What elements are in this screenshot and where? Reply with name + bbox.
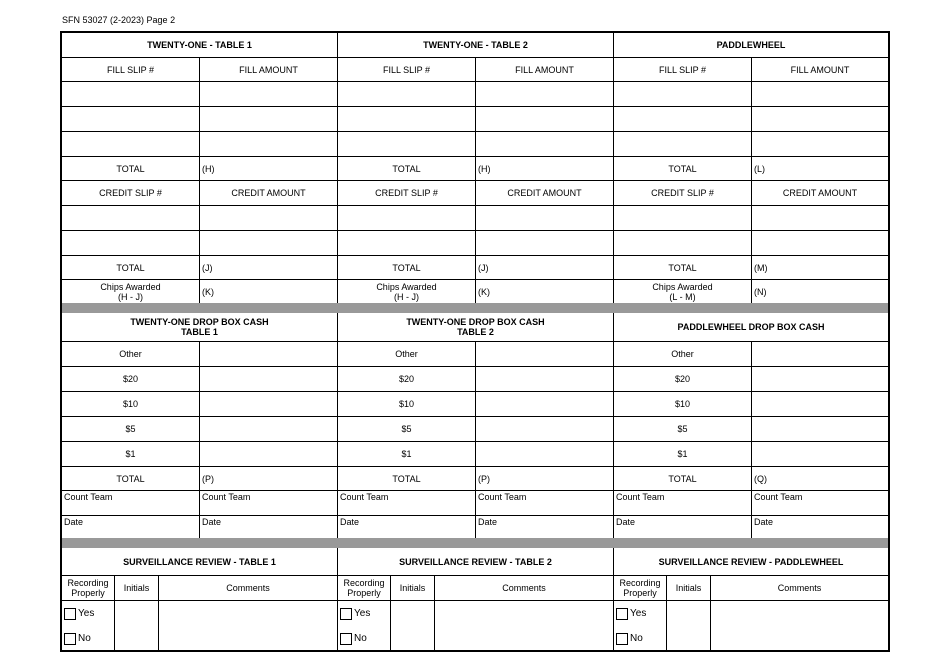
count-team-field[interactable]: Count Team [338,491,476,515]
date-field[interactable]: Date [202,517,222,527]
initials-input[interactable] [667,601,711,652]
count-team-field[interactable]: Count Team [478,492,527,502]
chips-awarded-row [338,280,613,304]
fill-slip-input[interactable] [62,107,200,131]
denomination-input[interactable] [752,442,888,466]
fill-column [338,33,614,303]
yes-option[interactable] [338,601,390,626]
form-frame [60,31,890,652]
count-team-row [614,491,888,516]
recording-properly-header [338,576,391,600]
chips-awarded-row [62,280,337,304]
comments-input[interactable] [159,601,337,652]
drop-title-row [338,313,613,342]
credit-amount-input[interactable] [752,231,888,255]
fill-column [62,33,338,303]
comments-header: Comments [777,583,822,593]
credit-total-row [614,256,888,280]
fill-slip-input[interactable] [614,82,752,106]
fill-entry-row [338,132,613,157]
count-team-row [62,491,337,516]
count-team-field[interactable]: Count Team [202,492,251,502]
column-title: PADDLEWHEEL [716,40,786,50]
no-label: No [630,632,643,644]
total-label: TOTAL [338,256,476,279]
denomination-row [614,342,888,367]
chips-code[interactable]: (N) [754,287,767,297]
comments-header: Comments [226,583,270,593]
comments-header: Comments [502,583,546,593]
drop-title [62,313,337,341]
denomination-row [614,442,888,467]
recording-checkboxes [614,601,667,652]
denomination-row [62,417,337,442]
surveillance-column [338,548,614,652]
total-label: TOTAL [62,256,200,279]
fill-entry-row [62,107,337,132]
credit-entry-row [338,206,613,231]
column-title-row [614,33,888,58]
credit-slip-header: CREDIT SLIP # [62,181,200,205]
credit-total-code[interactable]: (J) [478,262,489,273]
drop-box-section [62,313,888,538]
credit-entry-row [614,206,888,231]
drop-total-row [62,467,337,491]
denomination-input[interactable] [752,342,888,366]
credit-header-row [614,181,888,206]
surveillance-title-row [338,548,613,576]
fill-amount-input[interactable] [752,132,888,156]
denomination-input[interactable] [752,367,888,391]
surveillance-entry-row [614,601,888,652]
drop-title-row [62,313,337,342]
denomination-input[interactable] [200,392,337,416]
column-title: TWENTY-ONE - TABLE 2 [423,40,528,50]
credit-amount-input[interactable] [476,231,613,255]
credit-amount-header: CREDIT AMOUNT [782,188,858,198]
fill-slip-input[interactable] [614,107,752,131]
credit-total-row [338,256,613,280]
no-checkbox[interactable] [340,633,352,645]
surveillance-section [62,548,888,652]
surveillance-column [614,548,888,652]
credit-entry-row [62,206,337,231]
credit-amount-input[interactable] [476,206,613,230]
yes-label: Yes [78,607,95,619]
no-label: No [78,632,91,644]
drop-column [338,313,614,538]
date-row [338,516,613,538]
fill-entry-row [62,82,337,107]
date-field[interactable]: Date [62,516,200,538]
total-label: TOTAL [614,256,752,279]
credit-entry-row [62,231,337,256]
fill-total-code[interactable]: (H) [478,163,491,174]
surveillance-title-row [614,548,888,576]
fill-total-code[interactable]: (H) [202,163,215,174]
drop-total-code[interactable]: (P) [478,473,490,484]
drop-title-line1: TWENTY-ONE DROP BOX CASH [130,317,269,327]
credit-slip-input[interactable] [338,231,476,255]
fill-slip-input[interactable] [338,107,476,131]
fill-slip-input[interactable] [62,82,200,106]
fill-amount-input[interactable] [752,107,888,131]
denomination-row [338,442,613,467]
chips-awarded-label [614,280,752,304]
surveillance-title: SURVEILLANCE REVIEW - TABLE 1 [123,556,276,567]
drop-title-row [614,313,888,342]
denomination-input[interactable] [476,392,613,416]
date-row [62,516,337,538]
fill-slip-header: FILL SLIP # [614,58,752,81]
credit-amount-input[interactable] [752,206,888,230]
credit-total-code[interactable]: (J) [202,262,213,273]
comments-input[interactable] [435,601,613,652]
chips-awarded-row [614,280,888,304]
denomination-input[interactable] [200,442,337,466]
chips-awarded-label [62,280,200,304]
fill-slip-input[interactable] [338,82,476,106]
count-team-field[interactable]: Count Team [62,491,200,515]
denomination-label: $20 [614,367,752,391]
denomination-input[interactable] [476,342,613,366]
column-title-row [62,33,337,58]
fill-amount-header: FILL AMOUNT [790,64,850,75]
surveillance-entry-row [338,601,613,652]
total-label: TOTAL [614,157,752,180]
fill-slip-input[interactable] [62,132,200,156]
no-label: No [354,632,367,644]
recording-line2: Properly [71,588,105,598]
surveillance-header-row [614,576,888,601]
recording-line1: Recording [67,578,109,588]
drop-total-code[interactable]: (Q) [754,473,767,484]
chips-label: Chips Awarded [376,282,437,292]
denomination-label: $1 [62,442,200,466]
fill-slip-input[interactable] [338,132,476,156]
credit-slip-input[interactable] [614,206,752,230]
fill-amount-header: FILL AMOUNT [515,64,574,75]
total-label: TOTAL [338,157,476,180]
no-option[interactable] [62,626,114,651]
yes-checkbox[interactable] [64,608,76,620]
credit-slip-header: CREDIT SLIP # [338,181,476,205]
fill-slip-input[interactable] [614,132,752,156]
denomination-label: $10 [614,392,752,416]
column-title-row [338,33,613,58]
credit-entry-row [614,231,888,256]
fill-amount-input[interactable] [200,107,337,131]
denomination-input[interactable] [752,417,888,441]
fill-header-row [614,58,888,82]
credit-slip-input[interactable] [62,206,200,230]
drop-title [338,313,613,341]
fill-total-code[interactable]: (L) [754,163,765,174]
fill-entry-row [614,132,888,157]
count-team-row [338,491,613,516]
denomination-label: $20 [62,367,200,391]
surveillance-column [62,548,338,652]
date-field[interactable]: Date [614,516,752,538]
yes-option[interactable] [614,601,666,626]
count-team-field[interactable]: Count Team [614,491,752,515]
fill-amount-input[interactable] [200,132,337,156]
fill-entry-row [338,107,613,132]
fill-entry-row [614,82,888,107]
denomination-label: $1 [338,442,476,466]
denomination-row [338,392,613,417]
denomination-row [62,367,337,392]
denomination-input[interactable] [200,367,337,391]
denomination-row [614,392,888,417]
fill-amount-input[interactable] [200,82,337,106]
denomination-label: $5 [62,417,200,441]
denomination-label: $20 [338,367,476,391]
total-label: TOTAL [614,467,752,490]
credit-slip-input[interactable] [614,231,752,255]
fill-entry-row [338,82,613,107]
drop-title-line1: TWENTY-ONE DROP BOX CASH [406,317,545,327]
drop-title-line2: TABLE 2 [457,327,494,337]
drop-total-row [338,467,613,491]
column-title: TWENTY-ONE - TABLE 1 [147,40,252,50]
credit-entry-row [338,231,613,256]
chips-formula: (H - J) [118,292,143,302]
credit-total-row [62,256,337,280]
denomination-label: $5 [614,417,752,441]
denomination-row [338,417,613,442]
form-id: SFN 53027 (2-2023) Page 2 [62,15,176,25]
surveillance-title: SURVEILLANCE REVIEW - PADDLEWHEEL [658,556,844,567]
surveillance-entry-row [62,601,337,652]
drop-column [62,313,338,538]
chips-code[interactable]: (K) [202,287,214,297]
comments-input[interactable] [711,601,888,652]
drop-total-row [614,467,888,491]
chips-code[interactable]: (K) [478,287,490,297]
initials-header: Initials [391,576,435,600]
yes-label: Yes [354,607,371,619]
drop-total-code[interactable]: (P) [202,473,214,484]
recording-line1: Recording [343,578,385,588]
recording-properly-header [62,576,115,600]
drop-title-line2: TABLE 1 [181,327,218,337]
initials-header: Initials [115,576,159,600]
initials-header: Initials [667,576,711,600]
denomination-row [614,367,888,392]
yes-checkbox[interactable] [616,608,628,620]
fill-amount-input[interactable] [476,82,613,106]
credit-amount-input[interactable] [200,206,337,230]
denomination-input[interactable] [476,367,613,391]
fill-header-row [62,58,337,82]
no-option[interactable] [338,626,390,651]
no-checkbox[interactable] [616,633,628,645]
denomination-input[interactable] [476,442,613,466]
no-option[interactable] [614,626,666,651]
fill-column [614,33,888,303]
fill-total-row [614,157,888,181]
chips-label: Chips Awarded [652,282,713,292]
section-divider [62,303,888,313]
denomination-label: $5 [338,417,476,441]
date-field[interactable]: Date [338,516,476,538]
section-divider [62,538,888,548]
denomination-input[interactable] [752,392,888,416]
surveillance-header-row [62,576,337,601]
denomination-row [338,367,613,392]
denomination-input[interactable] [200,417,337,441]
denomination-row [62,342,337,367]
fill-total-row [62,157,337,181]
denomination-input[interactable] [476,417,613,441]
credit-header-row [338,181,613,206]
fill-credit-section [62,33,888,303]
denomination-label: $10 [62,392,200,416]
no-checkbox[interactable] [64,633,76,645]
fill-entry-row [614,107,888,132]
chips-awarded-label [338,280,476,304]
recording-line1: Recording [619,578,661,588]
denomination-label: Other [62,342,200,366]
recording-checkboxes [338,601,391,652]
date-field[interactable]: Date [478,517,498,527]
drop-title [614,313,888,341]
credit-header-row [62,181,337,206]
denomination-label: $10 [338,392,476,416]
credit-slip-input[interactable] [338,206,476,230]
yes-label: Yes [630,607,647,619]
denomination-input[interactable] [200,342,337,366]
fill-amount-input[interactable] [476,107,613,131]
drop-column [614,313,888,538]
fill-slip-header: FILL SLIP # [62,58,200,81]
fill-header-row [338,58,613,82]
fill-amount-header: FILL AMOUNT [239,64,298,75]
fill-amount-input[interactable] [476,132,613,156]
credit-slip-header: CREDIT SLIP # [614,181,752,205]
yes-option[interactable] [62,601,114,626]
fill-amount-input[interactable] [752,82,888,106]
recording-line2: Properly [623,588,657,598]
recording-checkboxes [62,601,115,652]
fill-entry-row [62,132,337,157]
yes-checkbox[interactable] [340,608,352,620]
date-row [614,516,888,538]
denomination-row [62,392,337,417]
recording-properly-header [614,576,667,600]
total-label: TOTAL [62,157,200,180]
credit-total-code[interactable]: (M) [754,262,768,273]
denomination-label: Other [614,342,752,366]
initials-input[interactable] [115,601,159,652]
date-field[interactable]: Date [754,517,774,527]
denomination-label: $1 [614,442,752,466]
fill-total-row [338,157,613,181]
drop-title-line1: PADDLEWHEEL DROP BOX CASH [677,322,825,332]
surveillance-title-row [62,548,337,576]
chips-formula: (L - M) [669,292,696,302]
count-team-field[interactable]: Count Team [754,492,803,502]
denomination-row [338,342,613,367]
credit-amount-header: CREDIT AMOUNT [507,188,582,198]
credit-slip-input[interactable] [62,231,200,255]
total-label: TOTAL [338,467,476,490]
denomination-row [614,417,888,442]
surveillance-title: SURVEILLANCE REVIEW - TABLE 2 [399,556,552,567]
denomination-label: Other [338,342,476,366]
credit-amount-header: CREDIT AMOUNT [231,188,306,198]
fill-slip-header: FILL SLIP # [338,58,476,81]
chips-formula: (H - J) [394,292,419,302]
total-label: TOTAL [62,467,200,490]
surveillance-header-row [338,576,613,601]
credit-amount-input[interactable] [200,231,337,255]
chips-label: Chips Awarded [100,282,161,292]
recording-line2: Properly [347,588,381,598]
initials-input[interactable] [391,601,435,652]
denomination-row [62,442,337,467]
